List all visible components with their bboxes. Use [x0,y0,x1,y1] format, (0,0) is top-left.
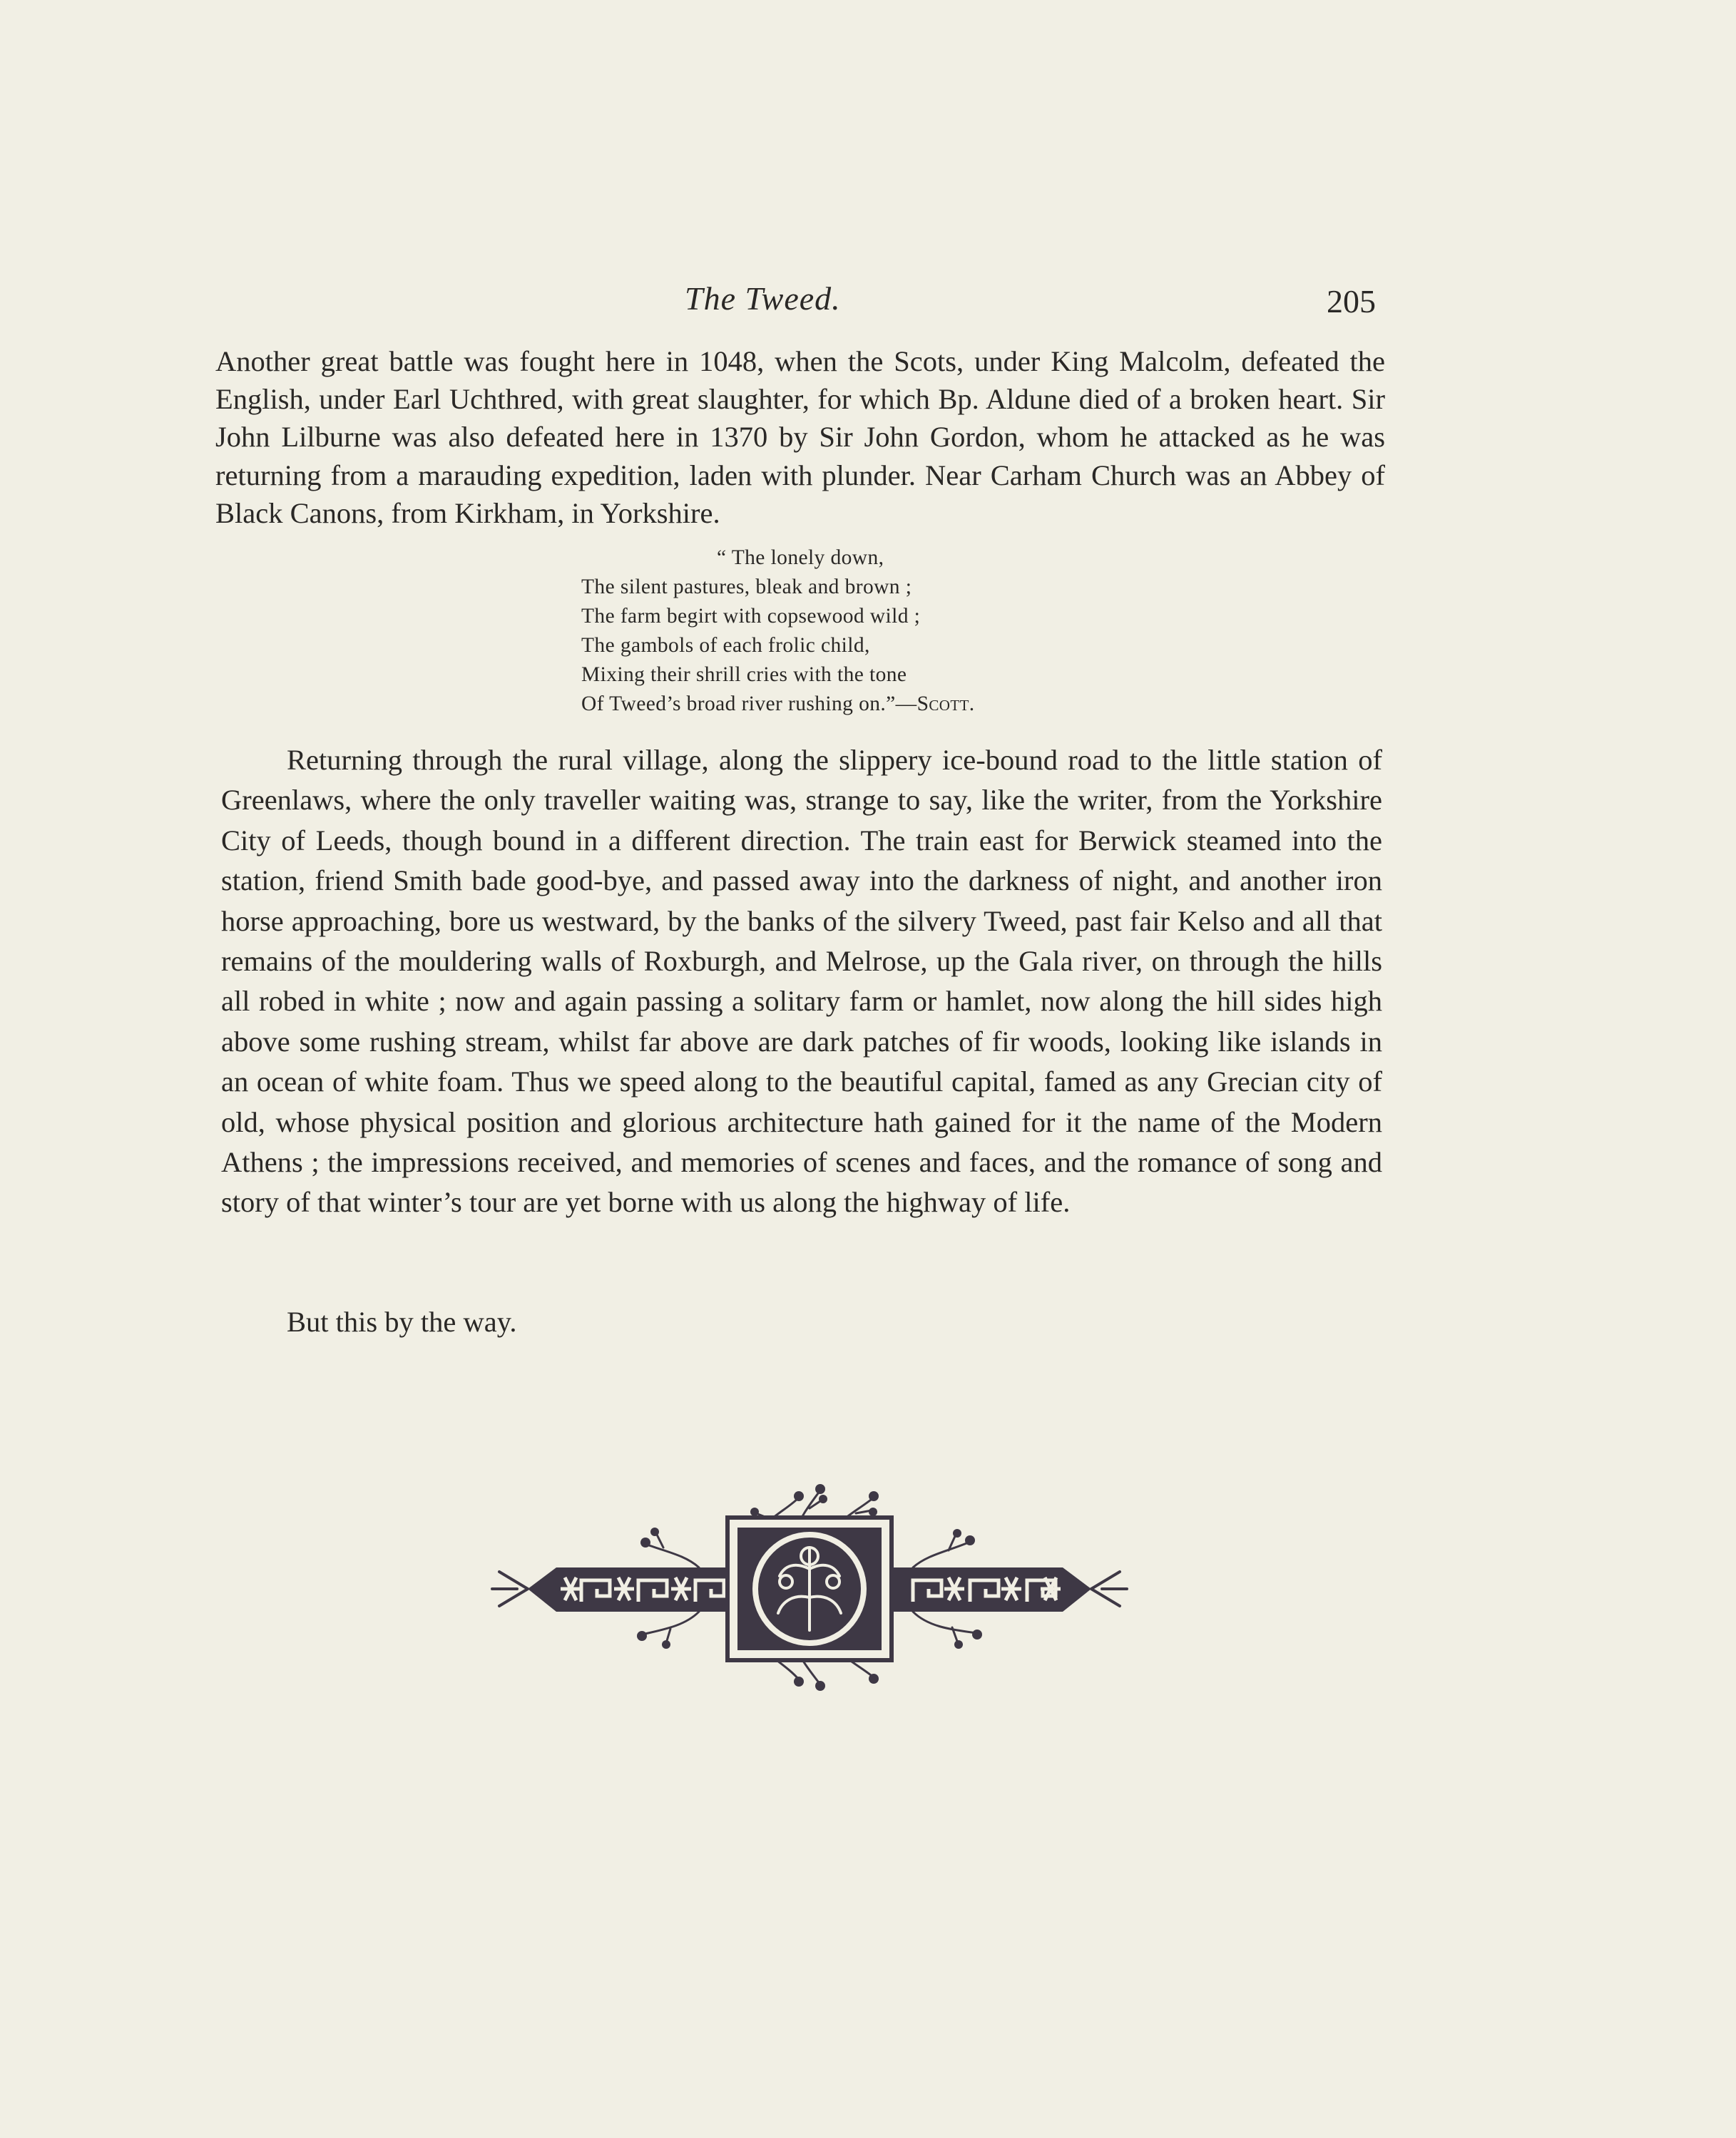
poem-line: The farm begirt with copsewood wild ; [581,605,921,628]
poem-line: The silent pastures, bleak and brown ; [581,576,912,598]
poem-line: “ The lonely down, [717,546,884,569]
page-number: 205 [1327,283,1376,319]
paragraph-journey: Returning through the rural village, along the slippery ice-bound road to the little station of Greenlaws, where the only traveller waiting was, strange to say, like the writer, from the Yorkshire City of Leeds, though bound in a different direction. The train east for Berwick steamed into the station, friend Smith bade good-bye, and passed away into the darkness of night, and another iron horse approaching, bore us westward, by the banks of the silvery Tweed, past fair Kelso and all that remains of the mouldering walls of Roxburgh, and Melrose, up the Gala river, on through the hills all robed in white ; now and again passing a solitary farm or hamlet, now along the hill sides high above some rushing stream, whilst far above are dark patches of fir woods, looking like islands in an ocean of white foam. Thus we speed along to the beautiful capital, famed as any Grecian city of old, whose physical position and glorious architecture hath gained for it the name of the Modern Athens ; the impressions received, and memories of scenes and faces, and the romance of song and story of that winter’s tour are yet borne with us along the highway of life. [221,744,1382,1219]
poem-quotation [581,543,1123,719]
tailpiece-ornament-icon [485,1476,1134,1697]
poem-line-last [581,690,1123,719]
poem-attribution: Scott. [916,692,975,715]
paragraph-closing: But this by the way. [287,1306,517,1338]
poem-line: Mixing their shrill cries with the tone [581,663,907,686]
running-title: The Tweed. [685,280,841,317]
poem-line: The gambols of each frolic child, [581,634,870,657]
poem-line-text: Of Tweed’s broad river rushing on.”— [581,692,917,715]
paragraph-battle: Another great battle was fought here in 1048, when the Scots, under King Malcolm, defeated the English, under Earl Uchthred, with great slaughter, for which Bp. Aldune died of a broken heart. Sir John Lilburne was also defeated here in 1370 by Sir John Gordon, whom he attacked as he was returning from a marauding expedition, laden with plunder. Near Carham Church was an Abbey of Black Canons, from Kirkham, in Yorkshire. [215,345,1385,529]
